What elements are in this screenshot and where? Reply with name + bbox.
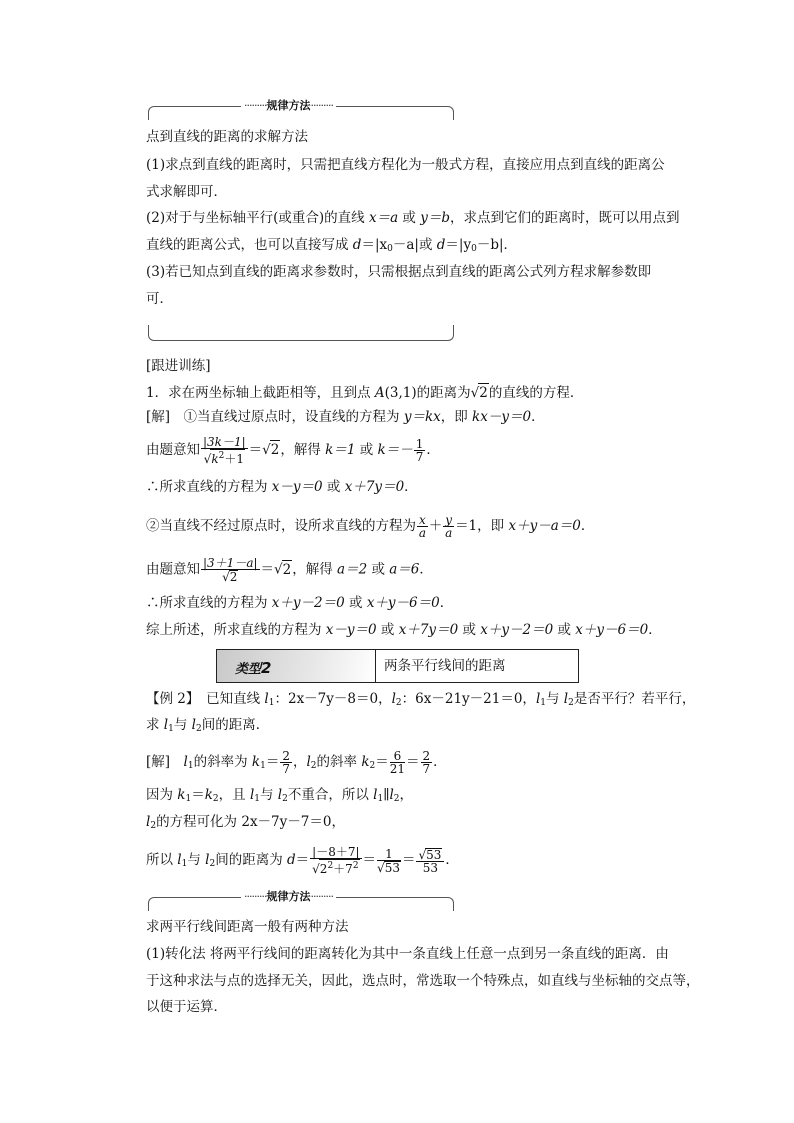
- example-2-rewrite-line: $l_2$的方程可化为 2x－7y－7＝0，: [146, 814, 345, 831]
- method-box-2-title: ·········规律方法·········: [241, 891, 336, 903]
- method-paragraph-2a: (2)对于与坐标轴平行(或重合)的直线 x＝a 或 y＝b，求点到它们的距离时，既可以用点到: [146, 210, 680, 226]
- method-2-paragraph-1a: (1)转化法 将两平行线间的距离转化为其中一条直线上任意一点到另一条直线的距离．由: [146, 946, 669, 962]
- type-2-banner: [216, 649, 579, 683]
- method-2-paragraph-1c: 以便于运算．: [146, 999, 227, 1015]
- method-paragraph-2b: 直线的距离公式，也可以直接写成 $d=|x_0-a|$或 $d=|y_0-b|$．: [146, 237, 518, 254]
- type-2-label: 类型2: [217, 650, 375, 682]
- solution-line-1: [解] ①当直线过原点时，设直线的方程为 y＝kx，即 kx－y＝0．: [146, 409, 545, 425]
- method-box-top-border: [148, 99, 454, 120]
- example-2-distance-line: 所以 $l_1$与 $l_2$间的距离为 d＝ $\frac{|-8+7|}{√2^2+7^2}$ ＝ $\frac{1}{√53}$ ＝ $\frac{√53}{53}$ ．: [146, 845, 459, 876]
- method-box-title: ·········规律方法·········: [241, 100, 336, 112]
- method-paragraph-3a: (3)若已知点到直线的距离求参数时，只需根据点到直线的距离公式列方程求解参数即: [146, 264, 652, 280]
- method-box-bottom-border: [148, 325, 454, 341]
- solution-line-2: 由题意知 $\frac{|3k-1|}{√k^2+1}$ ＝√2，解得 k＝1 或 k＝－ $\frac{1}{7}$ ．: [146, 435, 440, 466]
- solution-summary: 综上所述，所求直线的方程为 x－y＝0 或 x＋7y＝0 或 x＋y－2＝0 或 x＋y－6＝0．: [146, 622, 662, 638]
- solution-line-4: ②当直线不经过原点时，设所求直线的方程为 $\frac{x}{a}$ ＋ $\frac{y}{a}$ ＝1，即 x＋y－a＝0．: [146, 513, 595, 540]
- method-heading: 点到直线的距离的求解方法: [146, 129, 308, 145]
- method-box-2-top-border: [148, 890, 454, 911]
- method-paragraph-1b: 式求解即可．: [146, 184, 227, 200]
- type-2-title: 两条平行线间的距离: [375, 650, 506, 682]
- method-2-paragraph-1b: 于这种求法与点的选择无关，因此，选点时，常选取一个特殊点，如直线与坐标轴的交点等，: [146, 973, 700, 989]
- example-2-parallel-line: 因为 $k_1=k_2$，且 $l_1$与 $l_2$不重合，所以 $l_1\parallel l_2$，: [146, 787, 414, 804]
- example-2-line-1: 【例 2】 已知直线 $l_1$：2x－7y－8＝0，$l_2$：6x－21y－21＝0，$l_1$与 $l_2$是否平行？若平行，: [146, 691, 696, 708]
- method-paragraph-3b: 可．: [146, 291, 173, 307]
- example-2-solution-slopes: [解] $l_1$的斜率为 $k_1=$ $\frac{2}{7}$ ，$l_2$的斜率 $k_2=$ $\frac{6}{21}$ ＝ $\frac{2}{7}$ ．: [146, 749, 447, 776]
- practice-label: [跟进训练]: [146, 358, 211, 374]
- solution-line-6: ∴所求直线的方程为 x＋y－2＝0 或 x＋y－6＝0．: [146, 595, 454, 611]
- example-2-line-2: 求 $l_1$与 $l_2$间的距离．: [146, 717, 270, 734]
- practice-question-1: 1．求在两坐标轴上截距相等，且到点 A(3,1)的距离为√2的直线的方程．: [146, 385, 584, 401]
- method-paragraph-1a: (1)求点到直线的距离时，只需把直线方程化为一般式方程，直接应用点到直线的距离公: [146, 157, 665, 173]
- method-2-heading: 求两平行线间距离一般有两种方法: [146, 919, 349, 935]
- solution-line-3: ∴所求直线的方程为 x－y＝0 或 x＋7y＝0．: [146, 479, 418, 495]
- solution-line-5: 由题意知 $\frac{|3+1-a|}{√2}$ ＝√2，解得 a＝2 或 a＝6．: [146, 556, 433, 584]
